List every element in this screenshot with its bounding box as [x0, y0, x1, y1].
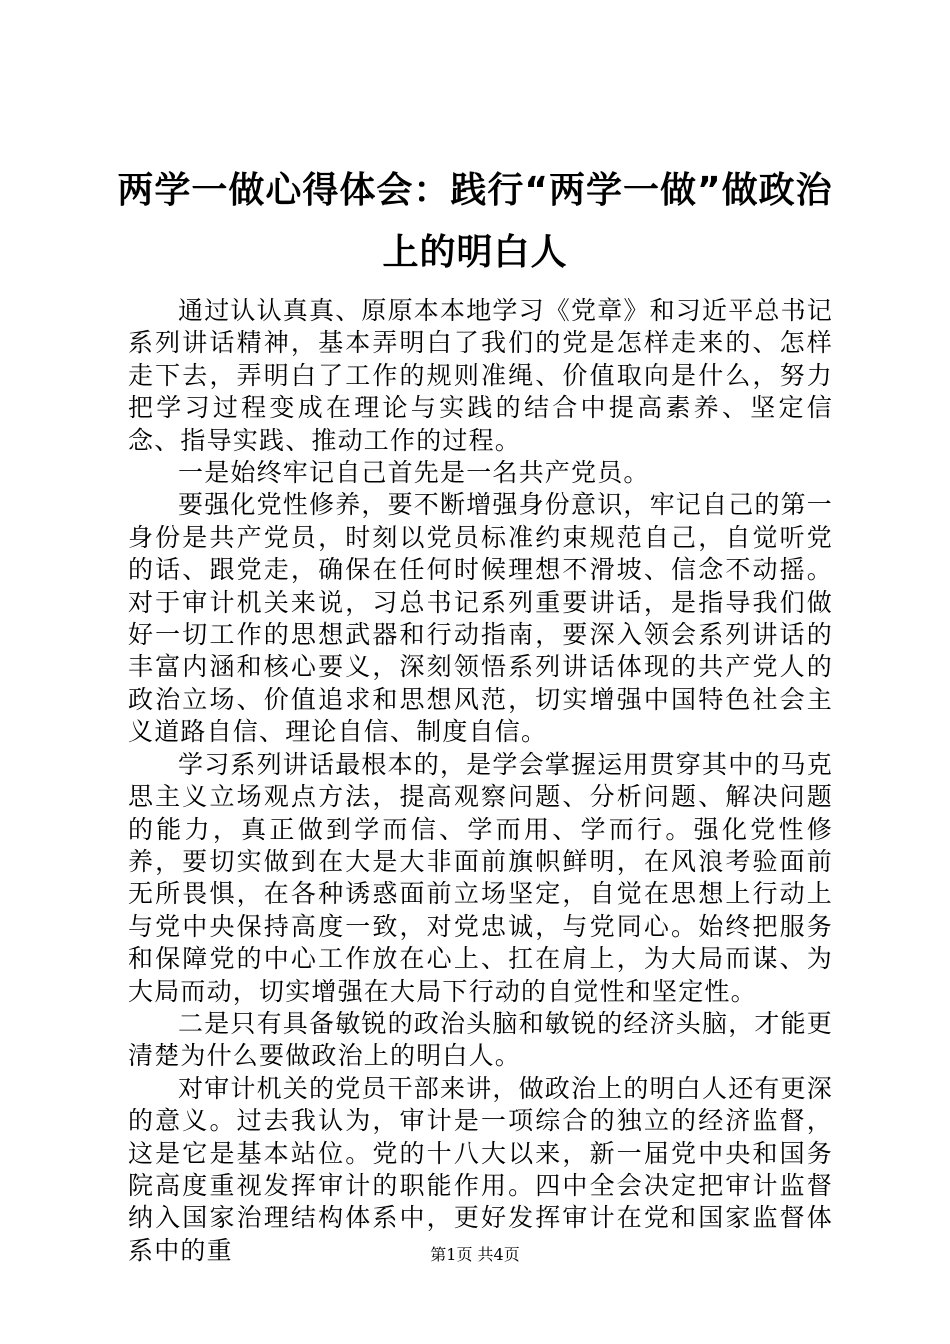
page-footer: 第1页 共4页 — [430, 1245, 520, 1264]
paragraph-study-speeches: 学习系列讲话最根本的，是学会掌握运用贯穿其中的马克思主义立场观点方法，提高观察问题、分析问题、解决问题的能力，真正做到学而信、学而用、学而行。强化党性修养，要切实做到在大是大非面前旗帜鲜明，在风浪考验面前无所畏惧，在各种诱惑面前立场坚定，自觉在思想上行动上与党中央保持高度一致，对党忠诚，与党同心。始终把服务和保障党的中心工作放在心上、扛在肩上，为大局而谋、为大局而动，切实增强在大局下行动的自觉性和坚定性。 — [128, 749, 834, 1006]
document-body — [128, 295, 833, 1267]
paragraph-intro: 通过认认真真、原原本本地学习《党章》和习近平总书记系列讲话精神，基本弄明白了我们的党是怎样走来的、怎样走下去，弄明白了工作的规则准绳、价值取向是什么，努力把学习过程变成在理论与实践的结合中提高素养、坚定信念、指导实践、推动工作的过程。 — [128, 296, 834, 455]
paragraph-party-spirit: 要强化党性修养，要不断增强身份意识，牢记自己的第一身份是共产党员，时刻以党员标准约束规范自己，自觉听党的话、跟党走，确保在任何时候理想不滑坡、信念不动摇。对于审计机关来说，习总书记系列重要讲话，是指导我们做好一切工作的思想武器和行动指南，要深入领会系列讲话的丰富内涵和核心要义，深刻领悟系列讲话体现的共产党人的政治立场、价值追求和思想风范，切实增强中国特色社会主义道路自信、理论自信、制度自信。 — [128, 490, 834, 747]
paragraph-point-two-heading: 二是只有具备敏锐的政治头脑和敏锐的经济头脑，才能更清楚为什么要做政治上的明白人。 — [128, 1008, 834, 1071]
paragraph-audit-meaning: 对审计机关的党员干部来讲，做政治上的明白人还有更深的意义。过去我认为，审计是一项综合的独立的经济监督，这是它是基本站位。党的十八大以来，新一届党中央和国务院高度重视发挥审计的职能作用。四中全会决定把审计监督纳入国家治理结构体系中，更好发挥审计在党和国家监督体系中的重 — [128, 1073, 834, 1265]
document-title: 两学一做心得体会：践行“两学一做”做政治上的明白人 — [117, 170, 833, 273]
paragraph-point-one-heading: 一是始终牢记自己首先是一名共产党员。 — [178, 458, 650, 488]
